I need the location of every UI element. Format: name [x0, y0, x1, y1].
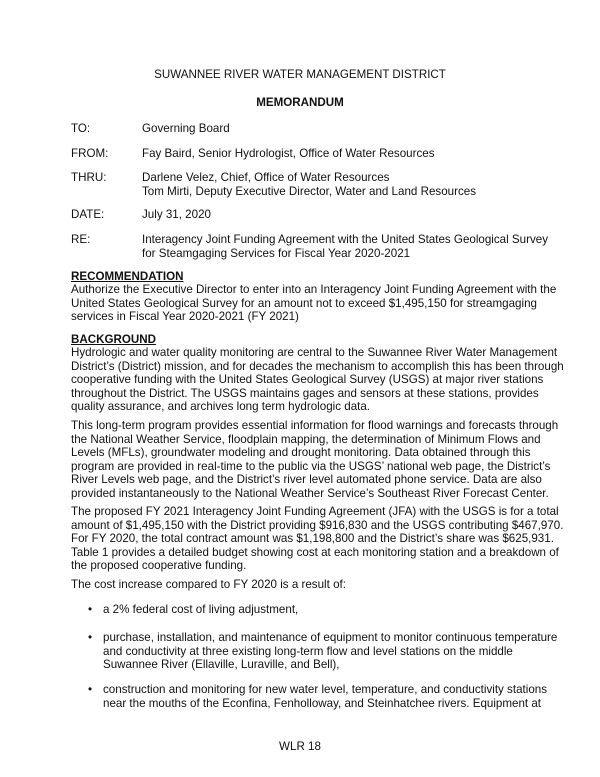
paragraph-line: This long-term program provides essential information for flood warnings and forecasts through [71, 419, 559, 432]
paragraph-line: Levels (MFLs), groundwater modeling and drought monitoring. Data obtained through this [71, 446, 531, 460]
to-line: Governing Board [142, 122, 230, 135]
bullet-text [103, 683, 548, 710]
from-value [142, 147, 542, 161]
re-value [142, 233, 549, 260]
bullet-line: near the mouths of the Econfina, Fenholloway, and Steinhatchee rivers. Equipment at [103, 696, 542, 710]
paragraph-line: Table 1 provides a detailed budget showing cost at each monitoring station and a breakdown of [71, 545, 559, 559]
bullet-line: and conductivity at three existing long-term flow and level stations on the middle [103, 644, 513, 658]
thru-line: Tom Mirti, Deputy Executive Director, Water and Land Resources [142, 184, 476, 198]
bullet-line: purchase, installation, and maintenance of equipment to monitor continuous temperature [103, 631, 558, 644]
background-paragraph-1 [71, 346, 564, 414]
thru-label: THRU: [71, 171, 107, 184]
bullet-line: construction and monitoring for new water level, temperature, and conductivity stations [103, 683, 548, 696]
paragraph-line: quality assurance, and archives long term hydrologic data. [71, 400, 371, 414]
paragraph-line: the National Weather Service, floodplain mapping, the determination of Minimum Flows and [71, 432, 541, 446]
to-label: TO: [71, 122, 91, 135]
paragraph-line: program are provided in real-time to the public via the USGS’ national web page, the District’s [71, 459, 551, 473]
bullet-line: a 2% federal cost of living adjustment, [103, 603, 299, 616]
bullet-text [103, 603, 543, 617]
paragraph-line: amount of $1,495,150 with the District providing $916,830 and the USGS contributing $467,970. [71, 518, 564, 532]
paragraph-line: throughout the District. The USGS maintains gages and sensors at these stations, provides [71, 386, 539, 400]
from-label: FROM: [71, 147, 109, 160]
paragraph-line: services in Fiscal Year 2020-2021 (FY 2021) [71, 310, 299, 324]
organization-title: SUWANNEE RIVER WATER MANAGEMENT DISTRICT [154, 68, 446, 81]
date-label: DATE: [71, 208, 105, 221]
paragraph-line: For FY 2020, the total contract amount was $1,198,800 and the District’s share was $625,931. [71, 532, 554, 546]
paragraph-line: Hydrologic and water quality monitoring are central to the Suwannee River Water Management [71, 346, 558, 359]
recommendation-paragraph [71, 283, 557, 324]
paragraph-line: The cost increase compared to FY 2020 is a result of: [71, 578, 346, 591]
memorandum-title: MEMORANDUM [256, 96, 344, 109]
date-value [142, 208, 542, 222]
paragraph-line: District’s (District) mission, and for decades the mechanism to accomplish this has been through [71, 359, 564, 373]
bullet-text [103, 631, 558, 672]
paragraph-line: Authorize the Executive Director to enter into an Interagency Joint Funding Agreement with the [71, 283, 557, 296]
bullet-marker: • [88, 631, 93, 644]
re-label: RE: [71, 233, 91, 246]
bullet-line: Suwannee River (Ellaville, Luraville, and Bell), [103, 658, 340, 672]
bullet-marker: • [88, 683, 93, 696]
background-paragraph-3 [71, 505, 564, 573]
paragraph-line: cooperative funding with the United States Geological Survey (USGS) at major river stations [71, 373, 544, 387]
to-value [142, 122, 542, 136]
paragraph-line: provided instantaneously to the National Weather Service’s Southeast River Forecast Center. [71, 486, 549, 500]
bullet-marker: • [88, 603, 93, 616]
background-paragraph-4 [71, 578, 541, 592]
paragraph-line: United States Geological Survey for an amount not to exceed $1,495,150 for streamgaging [71, 296, 537, 310]
re-line: for Steamgaging Services for Fiscal Year 2020-2021 [142, 246, 411, 260]
re-line: Interagency Joint Funding Agreement with the United States Geological Survey [142, 233, 549, 246]
background-heading: BACKGROUND [71, 333, 157, 346]
background-paragraph-2 [71, 419, 559, 501]
thru-value [142, 171, 542, 198]
date-line: July 31, 2020 [142, 208, 211, 221]
page-footer: WLR 18 [279, 740, 321, 753]
thru-line: Darlene Velez, Chief, Office of Water Resources [142, 171, 390, 184]
paragraph-line: River Levels web page, and the District’s river level automated phone service. Data are also [71, 473, 542, 487]
paragraph-line: The proposed FY 2021 Interagency Joint Funding Agreement (JFA) with the USGS is for a total [71, 505, 559, 518]
paragraph-line: the proposed cooperative funding. [71, 559, 247, 573]
from-line: Fay Baird, Senior Hydrologist, Office of Water Resources [142, 147, 435, 160]
recommendation-heading: RECOMMENDATION [71, 270, 184, 283]
